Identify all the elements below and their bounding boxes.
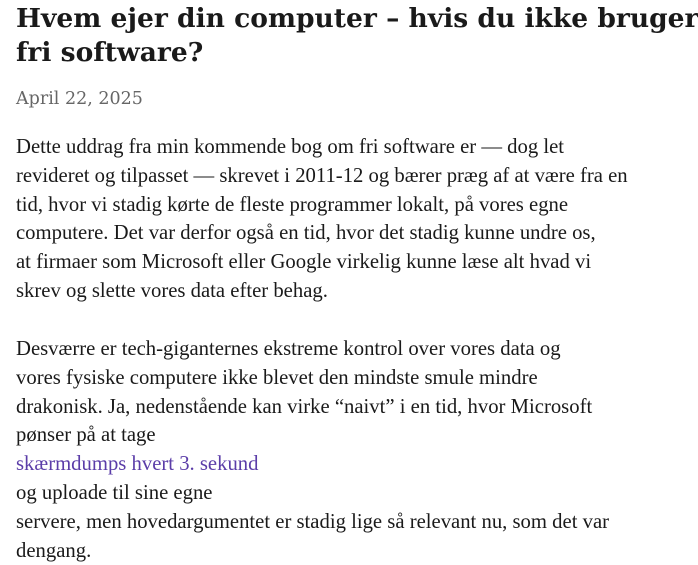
paragraph-1-line: computere. Det var derfor også en tid, hvor det stadig kunne undre os, (16, 222, 596, 245)
paragraph-2-line: drakonisk. Ja, nedenstående kan virke “naivt” i en tid, hvor Microsoft (16, 395, 593, 418)
link-line-prefix: pønser på at tage (16, 424, 156, 447)
paragraph-2-link-line (16, 421, 656, 507)
paragraph-1-line: revideret og tilpasset — skrevet i 2011-12 og bærer præg af at være fra en (16, 164, 628, 187)
paragraph-2-line: servere, men hovedargumentet er stadig lige så relevant nu, som det var (16, 510, 610, 533)
article-paragraph-1 (16, 133, 656, 306)
title-line-1: Hvem ejer din computer – hvis du ikke bruger (16, 3, 698, 34)
article-paragraph-2 (16, 335, 656, 565)
paragraph-1-line: skrev og slette vores data efter behag. (16, 279, 328, 302)
link-line-suffix: og uploade til sine egne (16, 481, 213, 504)
paragraph-1-line: tid, hvor vi stadig kørte de fleste programmer lokalt, på vores egne (16, 193, 569, 216)
publish-date: April 22, 2025 (16, 89, 143, 109)
paragraph-2-line: Desværre er tech-giganternes ekstreme kontrol over vores data og (16, 338, 561, 360)
paragraph-2-line: dengang. (16, 539, 92, 562)
screenshots-link[interactable]: skærmdumps hvert 3. sekund (16, 453, 259, 476)
paragraph-1-line: Dette uddrag fra min kommende bog om fri software er — dog let (16, 136, 565, 158)
title-line-2: fri software? (16, 37, 204, 68)
paragraph-1-line: at firmaer som Microsoft eller Google virkelig kunne læse alt hvad vi (16, 251, 592, 274)
article-title (16, 2, 698, 70)
paragraph-2-line: vores fysiske computere ikke blevet den mindste smule mindre (16, 366, 538, 389)
